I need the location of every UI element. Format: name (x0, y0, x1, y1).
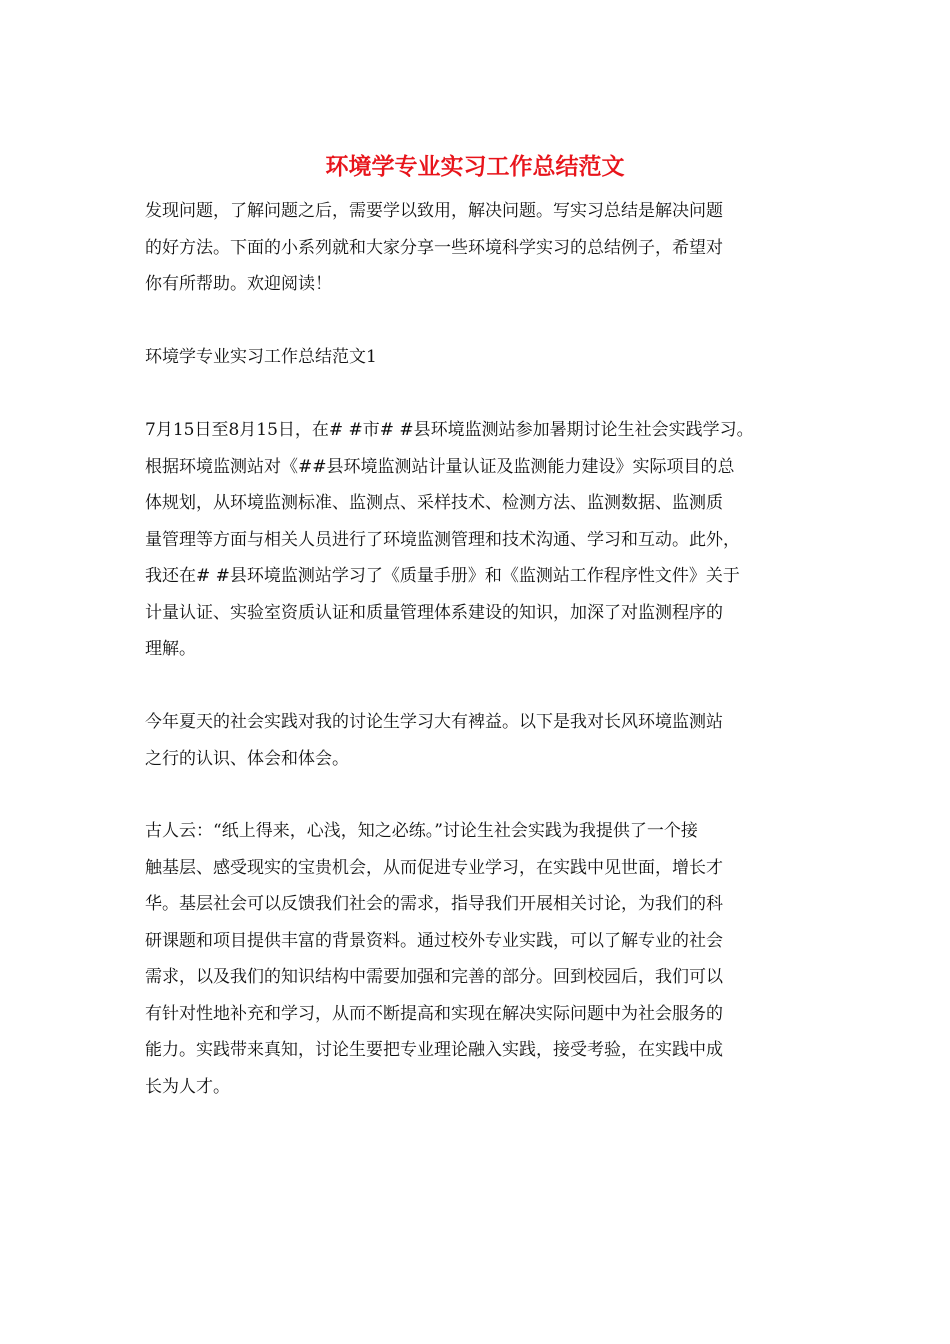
text-line: 古人云：“纸上得来，心浅，知之必练。”讨论生社会实践为我提供了一个接 (145, 821, 698, 841)
text-line: 根据环境监测站对《##县环境监测站计量认证及监测能力建设》实际项目的总 (145, 456, 735, 477)
body-paragraph (145, 813, 825, 1105)
text-line: 有针对性地补充和学习，从而不断提高和实现在解决实际问题中为社会服务的 (145, 1003, 723, 1024)
body-paragraph (145, 412, 825, 668)
text-line: 环境学专业实习工作总结范文1 (145, 347, 377, 367)
text-line: 计量认证、实验室资质认证和质量管理体系建设的知识，加深了对监测程序的 (145, 602, 723, 623)
text-line: 今年夏天的社会实践对我的讨论生学习大有裨益。以下是我对长风环境监测站 (145, 712, 723, 732)
text-line: 量管理等方面与相关人员进行了环境监测管理和技术沟通、学习和互动。此外， (145, 529, 740, 550)
text-line: 我还在# #县环境监测站学习了《质量手册》和《监测站工作程序性文件》关于 (145, 566, 740, 586)
text-line: 长为人才。 (145, 1076, 230, 1097)
text-line: 体规划，从环境监测标准、监测点、采样技术、检测方法、监测数据、监测质 (145, 493, 723, 513)
text-line: 研课题和项目提供丰富的背景资料。通过校外专业实践，可以了解专业的社会 (145, 930, 723, 951)
text-line: 的好方法。下面的小系列就和大家分享一些环境科学实习的总结例子，希望对 (145, 237, 723, 258)
text-line: 之行的认识、体会和体会。 (145, 748, 349, 769)
document-title: 环境学专业实习工作总结范文 (325, 153, 625, 180)
text-line: 理解。 (145, 639, 196, 659)
text-line: 触基层、感受现实的宝贵机会，从而促进专业学习，在实践中见世面，增长才 (145, 857, 723, 878)
section-heading (145, 339, 825, 376)
intro-paragraph (145, 193, 825, 303)
text-line: 发现问题，了解问题之后，需要学以致用，解决问题。写实习总结是解决问题 (145, 201, 723, 221)
text-line: 华。基层社会可以反馈我们社会的需求，指导我们开展相关讨论，为我们的科 (145, 894, 723, 914)
body-paragraph (145, 704, 825, 777)
text-line: 能力。实践带来真知，讨论生要把专业理论融入实践，接受考验，在实践中成 (145, 1040, 723, 1060)
text-line: 你有所帮助。欢迎阅读！ (145, 274, 332, 294)
text-line: 7月15日至8月15日，在# #市# #县环境监测站参加暑期讨论生社会实践学习。 (145, 420, 754, 440)
text-line: 需求，以及我们的知识结构中需要加强和完善的部分。回到校园后，我们可以 (145, 967, 723, 987)
